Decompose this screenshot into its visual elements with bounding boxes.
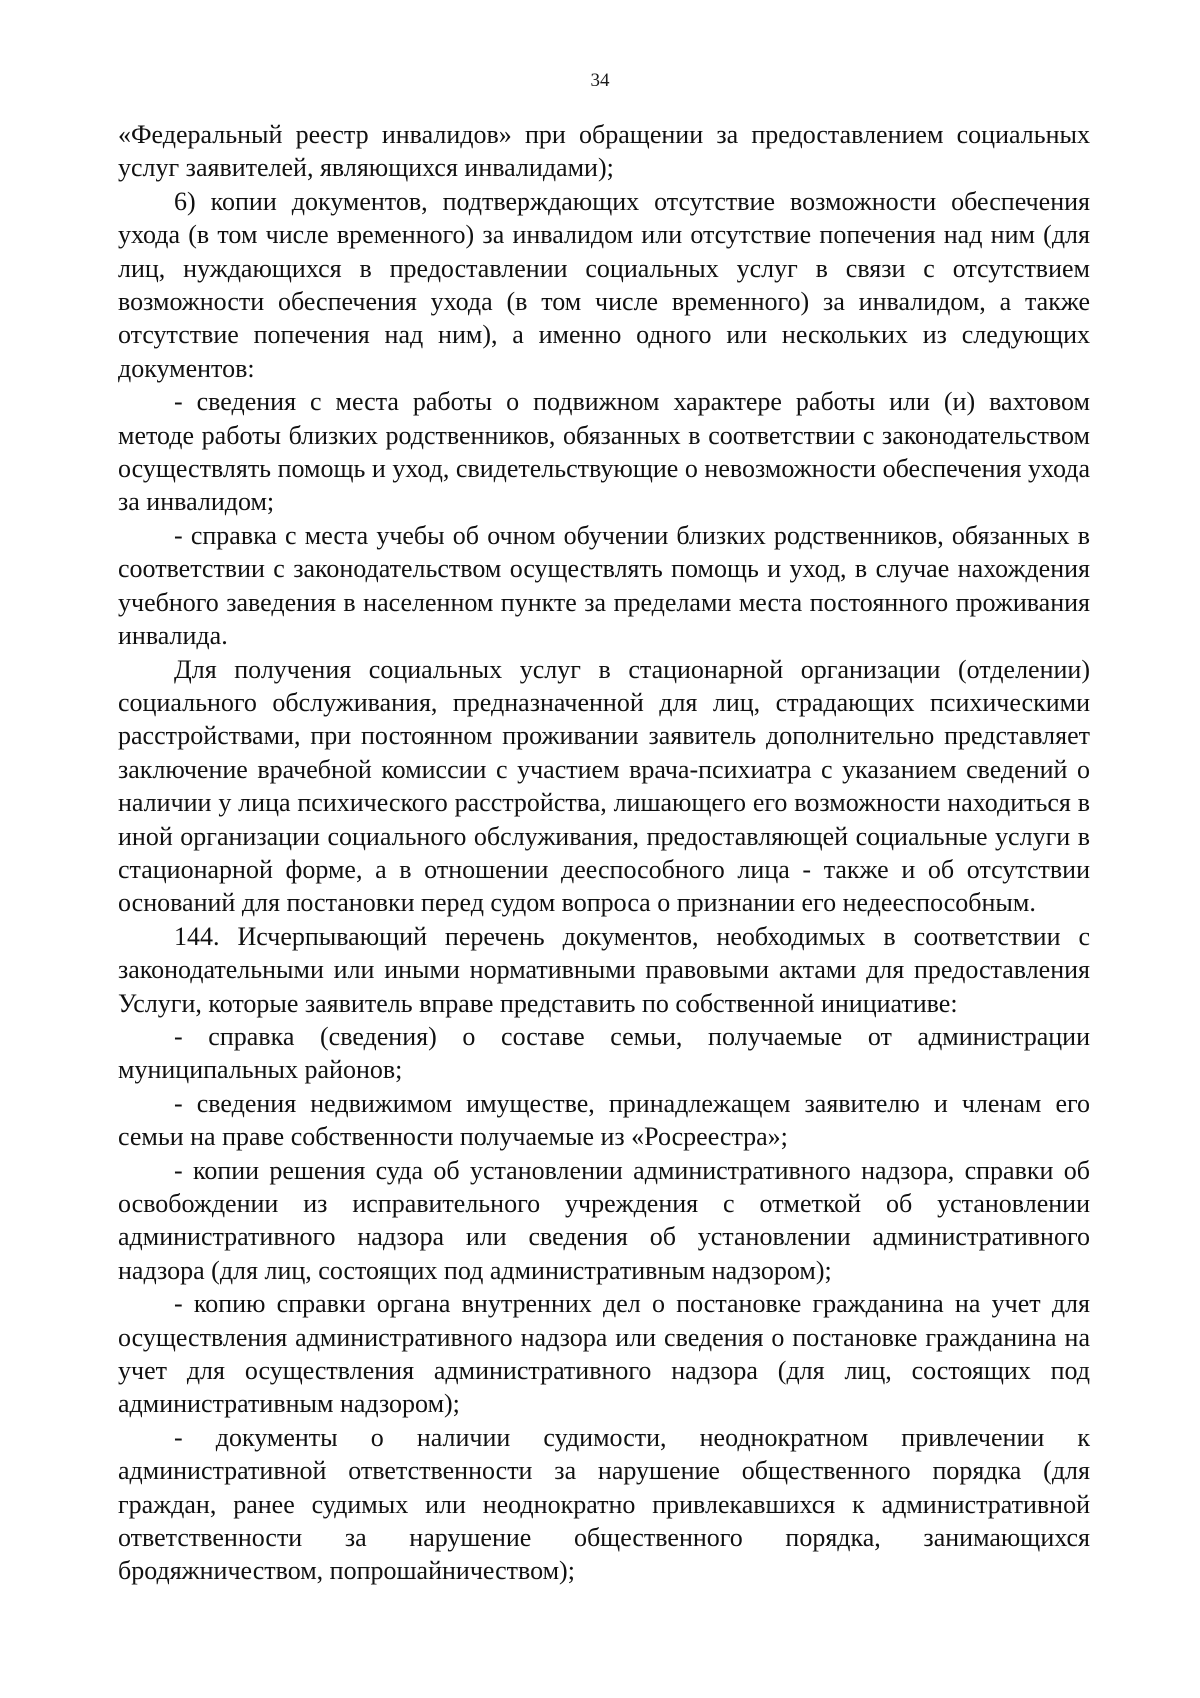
paragraph-144: 144. Исчерпывающий перечень документов, необходимых в соответствии с законодательными или иными нормативными правовыми актами для предоставления Услуги, которые заявитель вправе представить по собственной инициативе: xyxy=(118,921,1090,1018)
paragraph-psychiatric-conclusion: Для получения социальных услуг в стационарной организации (отделении) социального обслуживания, предназначенной для лиц, страдающих психическими расстройствами, при постоянном проживании заявитель дополнительно представляет заключение врачебной комиссии с участием врача-психиатра с указанием сведений о наличии у лица психического расстройства, лишающего его возможности находиться в иной организации социального обслуживания, предоставляющей социальные услуги в стационарной форме, а в отношении дееспособного лица - также и об отсутствии оснований для постановки перед судом вопроса о признании его недееспособным. xyxy=(118,654,1090,918)
list-item-work-info: - сведения с места работы о подвижном характере работы или (и) вахтовом методе работы близких родственников, обязанных в соответствии с законодательством осуществлять помощь и уход, свидетельствующие о невозможности обеспечения ухода за инвалидом; xyxy=(118,387,1090,517)
paragraph-care-documents: 6) копии документов, подтверждающих отсутствие возможности обеспечения ухода (в том числе временного) за инвалидом или отсутствие попечения над ним (для лиц, нуждающихся в предоставлении социальных услуг в связи с отсутствием возможности обеспечения ухода (в том числе временного) за инвалидом, а также отсутствие попечения над ним), а именно одного или нескольких из следующих документов: xyxy=(118,186,1090,383)
list-item-court-decision: - копии решения суда об установлении административного надзора, справки об освобождении из исправительного учреждения с отметкой об установлении административного надзора или сведения об установлении административного надзора (для лиц, состоящих под административным надзором); xyxy=(118,1155,1090,1285)
page-number: 34 xyxy=(590,70,610,91)
list-item-real-estate: - сведения недвижимом имуществе, принадлежащем заявителю и членам его семьи на праве собственности получаемые из «Росреестра»; xyxy=(118,1088,1090,1152)
list-item-study-certificate: - справка с места учебы об очном обучении близких родственников, обязанных в соответствии с законодательством осуществлять помощь и уход, в случае нахождения учебного заведения в населенном пункте за пределами места постоянного проживания инвалида. xyxy=(118,520,1090,651)
list-item-family-composition: - справка (сведения) о составе семьи, получаемые от администрации муниципальных районов; xyxy=(118,1021,1090,1085)
list-item-criminal-record: - документы о наличии судимости, неоднократном привлечении к административной ответственности за нарушение общественного порядка (для граждан, ранее судимых или неоднократно привлекавшихся к административной ответственности за нарушение общественного порядка, занимающихся бродяжничеством, попрошайничеством); xyxy=(118,1422,1090,1586)
paragraph-federal-registry: «Федеральный реестр инвалидов» при обращении за предоставлением социальных услуг заявителей, являющихся инвалидами); xyxy=(118,120,1090,183)
document-body xyxy=(118,118,1090,1588)
list-item-police-certificate: - копию справки органа внутренних дел о постановке гражданина на учет для осуществления административного надзора или сведения о постановке гражданина на учет для осуществления административного надзора (для лиц, состоящих под административным надзором); xyxy=(118,1289,1090,1419)
